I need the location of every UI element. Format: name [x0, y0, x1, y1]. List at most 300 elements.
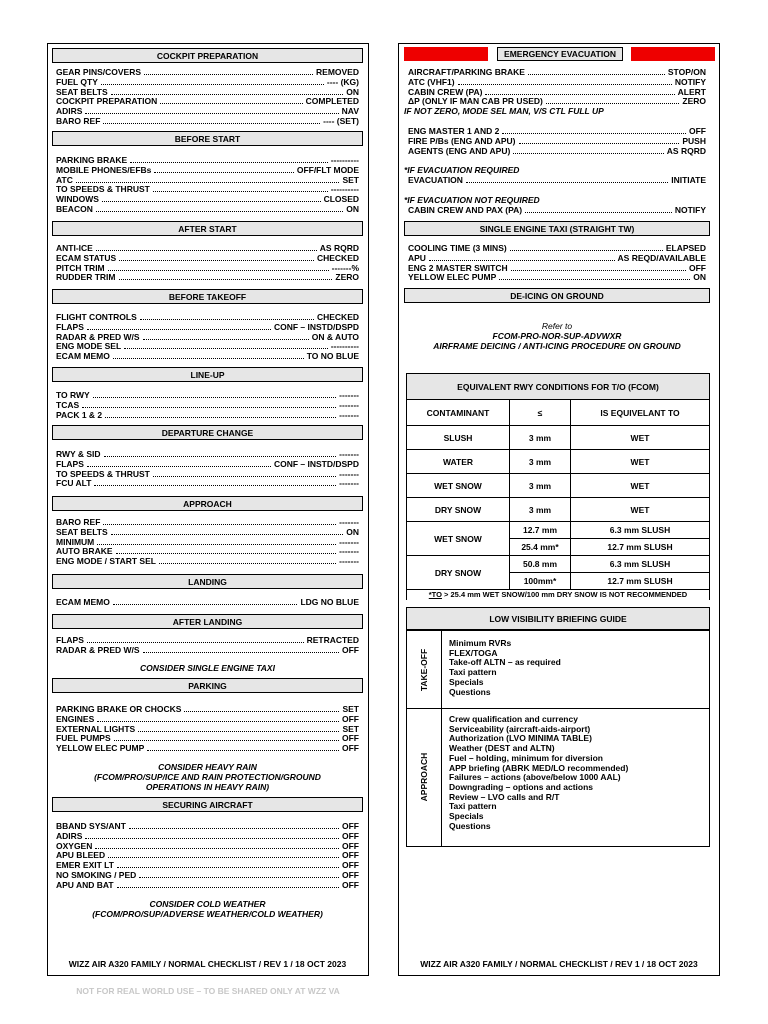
- red-bar-right: [631, 47, 715, 61]
- approach-item-label: ENG MODE / START SEL: [56, 556, 156, 567]
- dot-leader: [117, 867, 339, 868]
- rwy-table-title: EQUIVALENT RWY CONDITIONS FOR T/O (FCOM): [407, 374, 710, 400]
- lvp-header: LOW VISIBILITY BRIEFING GUIDE: [406, 607, 710, 630]
- approach-label: APPROACH: [419, 752, 429, 802]
- deicing-header: DE-ICING ON GROUND: [404, 288, 710, 303]
- departure-change-item-label: RWY & SID: [56, 449, 101, 459]
- heavy-rain-note: (FCOM/PRO/SUP/ICE AND RAIN PROTECTION/GROUND: [94, 772, 321, 782]
- deicing-ref-procedure: AIRFRAME DEICING / ANTI-ICING PROCEDURE ON GROUND: [433, 341, 681, 351]
- approach-row: [56, 517, 359, 527]
- dot-leader: [97, 544, 336, 545]
- securing-item-value: OFF: [342, 860, 359, 871]
- departure-change-row: [56, 469, 359, 479]
- approach-side: [407, 708, 442, 846]
- dot-leader: [429, 260, 615, 261]
- rwy-table-header-row: [407, 400, 710, 426]
- lvp-separator: [407, 708, 709, 709]
- cabin-crew-notify-item-label: CABIN CREW AND PAX (PA): [408, 205, 523, 215]
- rwy-equivalent: 6.3 mm SLUSH: [571, 522, 710, 539]
- cockpit-prep-item-label: COCKPIT PREPARATION: [56, 96, 158, 107]
- rwy-footnote-row: [407, 590, 710, 600]
- dot-leader: [147, 750, 339, 751]
- dot-leader: [101, 84, 324, 85]
- dot-leader: [129, 828, 339, 829]
- cockpit-prep-item-label: FUEL QTY: [56, 76, 98, 87]
- before-takeoff-row: [56, 351, 359, 361]
- approach-item-label: MINIMUM: [56, 536, 95, 547]
- after-start-row: [56, 272, 359, 282]
- approach-row: [56, 527, 359, 537]
- dot-leader: [95, 848, 339, 849]
- dot-leader: [105, 417, 336, 418]
- cockpit-prep-item-value: ---- (SET): [323, 116, 359, 126]
- securing-row: [56, 850, 359, 860]
- parking-row: [56, 724, 359, 734]
- takeoff-item: Take-off ALTN – as required: [449, 657, 561, 668]
- parking-item-label: FUEL PUMPS: [56, 733, 111, 744]
- line-up-item-label: TCAS: [56, 399, 80, 410]
- rwy-depth: 12.7 mm: [510, 522, 571, 539]
- departure-change-row: [56, 478, 359, 488]
- rwy-table-row: [407, 522, 710, 539]
- single-engine-taxi-row: [408, 263, 706, 273]
- rwy-table-row: [407, 426, 710, 450]
- after-landing-item-label: FLAPS: [56, 635, 84, 645]
- rwy-depth: 25.4 mm*: [510, 539, 571, 556]
- approach-item-label: BARO REF: [56, 517, 101, 527]
- departure-change-item-label: FCU ALT: [56, 478, 92, 489]
- after-start-item-value: CHECKED: [316, 252, 359, 263]
- emergency-item-value: ZERO: [682, 96, 706, 107]
- cockpit-prep-item-label: SEAT BELTS: [56, 86, 108, 97]
- cockpit-prep-item-value: ON: [346, 86, 359, 97]
- cold-weather-note: (FCOM/PRO/SUP/ADVERSE WEATHER/COLD WEATHER): [92, 909, 323, 919]
- evac-required-note: *IF EVACUATION REQUIRED: [404, 165, 520, 175]
- dot-leader: [111, 534, 344, 535]
- takeoff-label: TAKE-OFF: [419, 648, 429, 691]
- emergency-eng-item-value: AS RQRD: [666, 145, 706, 156]
- before-takeoff-header: BEFORE TAKEOFF: [52, 289, 363, 304]
- dot-leader: [510, 250, 663, 251]
- emergency-item-label: AIRCRAFT/PARKING BRAKE: [408, 67, 525, 77]
- dot-leader: [93, 397, 336, 398]
- rwy-table-row: [407, 556, 710, 573]
- cockpit-prep-row: [56, 116, 359, 126]
- line-up-item-label: PACK 1 & 2: [56, 409, 103, 420]
- evacuation-item-value: INITIATE: [671, 175, 706, 185]
- emergency-evacuation-header: EMERGENCY EVACUATION: [497, 47, 623, 61]
- emergency-eng-item-label: ENG MASTER 1 AND 2: [408, 126, 500, 136]
- approach-item: Fuel – holding, minimum for diversion: [449, 752, 603, 763]
- rwy-header-contaminant: CONTAMINANT: [407, 400, 510, 426]
- dot-leader: [94, 485, 336, 486]
- line-up-row: [56, 400, 359, 410]
- rwy-equivalent: WET: [571, 474, 710, 498]
- dot-leader: [499, 279, 690, 280]
- emergency-item-label: ATC (VHF1): [408, 76, 455, 87]
- approach-item: Serviceability (aircraft-aids-airport): [449, 723, 591, 734]
- before-takeoff-row: [56, 341, 359, 351]
- cold-weather-note: CONSIDER COLD WEATHER: [149, 899, 266, 909]
- parking-item-label: PARKING BRAKE OR CHOCKS: [56, 704, 182, 714]
- deicing-refer: Refer to: [541, 321, 573, 331]
- securing-row: [56, 841, 359, 851]
- evac-not-required-note: *IF EVACUATION NOT REQUIRED: [404, 195, 540, 205]
- securing-item-label: OXYGEN: [56, 840, 93, 851]
- approach-item-value: ON: [346, 526, 359, 537]
- departure-change-item-label: TO SPEEDS & THRUST: [56, 468, 150, 479]
- dot-leader: [485, 94, 674, 95]
- securing-row: [56, 860, 359, 870]
- rwy-conditions-table: [406, 373, 710, 600]
- parking-item-value: OFF: [342, 743, 359, 754]
- before-start-item-value: SET: [342, 174, 359, 185]
- landing-item-value: LDG NO BLUE: [300, 597, 359, 607]
- rwy-equivalent: 12.7 mm SLUSH: [571, 539, 710, 556]
- departure-change-item-label: FLAPS: [56, 458, 84, 469]
- dot-leader: [143, 652, 339, 653]
- departure-change-item-value: -------: [339, 478, 359, 489]
- after-start-item-value: AS RQRD: [319, 243, 359, 253]
- after-start-item-label: RUDDER TRIM: [56, 272, 116, 283]
- dot-leader: [103, 524, 336, 525]
- single-engine-taxi-item-value: AS REQD/AVAILABLE: [617, 252, 706, 263]
- cockpit-prep-item-value: ---- (KG): [326, 76, 359, 87]
- rwy-table-body: [407, 374, 710, 600]
- after-start-item-value: -------%: [331, 262, 359, 273]
- cockpit-prep-row: [56, 106, 359, 116]
- before-start-row: [56, 165, 359, 175]
- before-takeoff-item-label: FLAPS: [56, 321, 84, 332]
- dot-leader: [130, 162, 328, 163]
- securing-item-label: EMER EXIT LT: [56, 860, 114, 871]
- after-start-item-value: ZERO: [335, 272, 359, 283]
- approach-item: Specials: [449, 811, 484, 822]
- approach-item-value: -------: [339, 536, 359, 547]
- rwy-depth: 50.8 mm: [510, 556, 571, 573]
- emergency-row: [408, 96, 706, 106]
- parking-row: [56, 733, 359, 743]
- rwy-table-row: [407, 474, 710, 498]
- parking-row: [56, 743, 359, 753]
- rwy-equivalent: WET: [571, 498, 710, 522]
- approach-header: APPROACH: [52, 496, 363, 511]
- approach-item: Review – LVO calls and R/T: [449, 791, 560, 802]
- emergency-item-value: NOTIFY: [674, 76, 706, 87]
- departure-change-item-value: CONF – INSTD/DSPD: [273, 458, 359, 469]
- approach-item-value: -------: [339, 517, 359, 527]
- dot-leader: [87, 329, 271, 330]
- parking-item-value: OFF: [342, 733, 359, 744]
- cockpit-prep-row: [56, 87, 359, 97]
- rwy-table-row: [407, 498, 710, 522]
- parking-item-label: YELLOW ELEC PUMP: [56, 743, 145, 754]
- cockpit-prep-item-value: NAV: [341, 106, 359, 117]
- rwy-equivalent: WET: [571, 426, 710, 450]
- parking-header: PARKING: [52, 678, 363, 693]
- single-engine-taxi-row: [408, 243, 706, 253]
- before-start-item-label: ATC: [56, 174, 73, 185]
- securing-aircraft-header: SECURING AIRCRAFT: [52, 797, 363, 812]
- dot-leader: [76, 182, 340, 183]
- emergency-item-value: STOP/ON: [667, 67, 706, 77]
- after-start-row: [56, 263, 359, 273]
- securing-row: [56, 880, 359, 890]
- heavy-rain-note: OPERATIONS IN HEAVY RAIN): [145, 782, 270, 792]
- dot-leader: [184, 711, 339, 712]
- rwy-table-title-row: [407, 374, 710, 400]
- before-takeoff-item-value: CONF – INSTD/DSPD: [273, 321, 359, 332]
- approach-item: Weather (DEST and ALTN): [449, 743, 555, 754]
- line-up-row: [56, 410, 359, 420]
- approach-item: Questions: [449, 820, 491, 831]
- dot-leader: [546, 103, 679, 104]
- securing-item-label: NO SMOKING / PED: [56, 870, 137, 880]
- departure-change-header: DEPARTURE CHANGE: [52, 425, 363, 440]
- before-start-row: [56, 155, 359, 165]
- after-start-item-label: ECAM STATUS: [56, 252, 117, 263]
- emergency-eng-item-label: FIRE P/Bs (ENG AND APU): [408, 135, 516, 146]
- rwy-depth: 3 mm: [510, 474, 571, 498]
- cockpit-preparation-header: COCKPIT PREPARATION: [52, 48, 363, 63]
- cockpit-prep-item-value: REMOVED: [316, 67, 359, 77]
- deicing-ref-fcom: FCOM-PRO-NOR-SUP-ADVWXR: [492, 331, 622, 341]
- single-engine-taxi-row: [408, 272, 706, 282]
- rwy-depth: 3 mm: [510, 498, 571, 522]
- before-start-header: BEFORE START: [52, 131, 363, 146]
- before-start-item-label: TO SPEEDS & THRUST: [56, 184, 150, 195]
- emergency-row: [408, 87, 706, 97]
- approach-row: [56, 546, 359, 556]
- single-engine-taxi-item-label: YELLOW ELEC PUMP: [408, 272, 497, 283]
- securing-item-value: OFF: [342, 870, 359, 880]
- dot-leader: [103, 123, 320, 124]
- parking-item-value: OFF: [342, 713, 359, 724]
- dot-leader: [96, 250, 317, 251]
- before-start-row: [56, 175, 359, 185]
- before-start-row: [56, 194, 359, 204]
- before-takeoff-item-label: ENG MODE SEL: [56, 341, 122, 352]
- before-takeoff-row: [56, 312, 359, 322]
- dot-leader: [144, 74, 313, 75]
- departure-change-row: [56, 449, 359, 459]
- dot-leader: [102, 201, 321, 202]
- approach-item-label: SEAT BELTS: [56, 526, 108, 537]
- rwy-equivalent: 12.7 mm SLUSH: [571, 573, 710, 590]
- evacuation-item-label: EVACUATION: [408, 175, 463, 185]
- before-takeoff-item-label: RADAR & PRED W/S: [56, 331, 140, 342]
- after-start-item-label: PITCH TRIM: [56, 262, 105, 273]
- after-landing-item-value: RETRACTED: [306, 635, 359, 645]
- left-footer: WIZZ AIR A320 FAMILY / NORMAL CHECKLIST / REV 1 / 18 OCT 2023: [68, 959, 347, 969]
- landing-item-label: ECAM MEMO: [56, 597, 110, 607]
- rwy-equivalent: 6.3 mm SLUSH: [571, 556, 710, 573]
- dot-leader: [111, 94, 344, 95]
- departure-change-row: [56, 459, 359, 469]
- dot-leader: [153, 191, 328, 192]
- before-start-item-value: OFF/FLT MODE: [296, 164, 359, 175]
- rwy-equivalent: WET: [571, 450, 710, 474]
- dot-leader: [87, 642, 304, 643]
- after-landing-item-label: RADAR & PRED W/S: [56, 644, 140, 655]
- rwy-depth: 3 mm: [510, 426, 571, 450]
- dot-leader: [82, 407, 336, 408]
- single-engine-taxi-item-label: ENG 2 MASTER SWITCH: [408, 262, 508, 273]
- before-start-item-label: MOBILE PHONES/EFBs: [56, 164, 152, 175]
- after-start-item-label: ANTI-ICE: [56, 243, 93, 253]
- landing-header: LANDING: [52, 574, 363, 589]
- emergency-eng-row: [408, 126, 706, 136]
- single-engine-taxi-item-value: OFF: [689, 262, 706, 273]
- before-takeoff-item-value: ON & AUTO: [311, 331, 359, 342]
- cockpit-prep-row: [56, 77, 359, 87]
- securing-row: [56, 821, 359, 831]
- takeoff-items: [449, 639, 561, 697]
- securing-item-label: ADIRS: [56, 830, 83, 841]
- dot-leader: [96, 211, 343, 212]
- line-up-row: [56, 390, 359, 400]
- parking-item-label: ENGINES: [56, 713, 95, 724]
- emergency-item-label: CABIN CREW (PA): [408, 86, 483, 97]
- cockpit-prep-item-label: ADIRS: [56, 106, 83, 117]
- right-footer: WIZZ AIR A320 FAMILY / NORMAL CHECKLIST / REV 1 / 18 OCT 2023: [420, 959, 698, 969]
- before-start-item-value: ON: [346, 204, 359, 214]
- dot-leader: [108, 270, 329, 271]
- dot-leader: [85, 838, 339, 839]
- rwy-depth: 100mm*: [510, 573, 571, 590]
- before-start-item-value: ----------: [330, 155, 359, 165]
- emergency-eng-item-label: AGENTS (ENG AND APU): [408, 145, 511, 156]
- cockpit-prep-item-label: GEAR PINS/COVERS: [56, 67, 142, 77]
- dot-leader: [138, 731, 339, 732]
- rwy-contaminant: DRY SNOW: [407, 556, 510, 590]
- approach-row: [56, 537, 359, 547]
- emergency-item-value: ALERT: [677, 86, 706, 97]
- rwy-table-row: [407, 450, 710, 474]
- approach-item: Failures – actions (above/below 1000 AAL): [449, 772, 621, 783]
- securing-item-label: APU BLEED: [56, 850, 106, 861]
- emergency-eng-row: [408, 146, 706, 156]
- after-start-row: [56, 253, 359, 263]
- dot-leader: [124, 348, 328, 349]
- single-engine-taxi-item-label: APU: [408, 252, 426, 263]
- dot-leader: [119, 279, 333, 280]
- dot-leader: [519, 143, 680, 144]
- takeoff-side: [407, 631, 442, 708]
- takeoff-item: Questions: [449, 686, 491, 697]
- rwy-contaminant: WATER: [407, 450, 510, 474]
- securing-row: [56, 831, 359, 841]
- dot-leader: [114, 740, 339, 741]
- approach-item-value: -------: [339, 556, 359, 567]
- before-start-item-label: BEACON: [56, 204, 93, 214]
- approach-item-label: AUTO BRAKE: [56, 546, 113, 557]
- before-start-item-value: CLOSED: [323, 194, 359, 205]
- single-engine-taxi-item-value: ON: [693, 272, 706, 283]
- approach-item: Taxi pattern: [449, 801, 497, 812]
- rwy-header-le: ≤: [510, 400, 571, 426]
- cockpit-prep-item-label: BARO REF: [56, 116, 101, 126]
- approach-item: APP briefing (ABRK MED/LO recommended): [449, 762, 629, 773]
- rwy-contaminant: WET SNOW: [407, 522, 510, 556]
- after-landing-item-value: OFF: [342, 644, 359, 655]
- parking-item-value: SET: [342, 704, 359, 714]
- securing-row: [56, 870, 359, 880]
- dot-leader: [513, 153, 663, 154]
- emergency-eng-item-value: OFF: [689, 126, 706, 136]
- dot-leader: [154, 172, 293, 173]
- line-up-item-label: TO RWY: [56, 390, 90, 400]
- approach-item: Authorization (LVO MINIMA TABLE): [449, 733, 592, 744]
- dot-leader: [143, 339, 309, 340]
- takeoff-item: Taxi pattern: [449, 667, 497, 678]
- parking-row: [56, 714, 359, 724]
- line-up-header: LINE-UP: [52, 367, 363, 382]
- securing-item-value: OFF: [342, 821, 359, 831]
- evacuation-row: [408, 175, 706, 185]
- parking-item-value: SET: [342, 723, 359, 734]
- approach-item: Crew qualification and currency: [449, 714, 578, 724]
- before-takeoff-item-value: TO NO BLUE: [306, 351, 359, 362]
- line-up-item-value: -------: [339, 390, 359, 400]
- before-takeoff-row: [56, 332, 359, 342]
- single-engine-taxi-item-value: ELAPSED: [665, 243, 706, 253]
- before-takeoff-item-value: ----------: [330, 341, 359, 352]
- before-start-row: [56, 184, 359, 194]
- dot-leader: [85, 113, 338, 114]
- dot-leader: [139, 877, 339, 878]
- approach-row: [56, 556, 359, 566]
- after-start-header: AFTER START: [52, 221, 363, 236]
- before-start-item-label: WINDOWS: [56, 194, 99, 205]
- line-up-item-value: -------: [339, 409, 359, 420]
- securing-item-value: OFF: [342, 840, 359, 851]
- red-bar-left: [404, 47, 488, 61]
- cockpit-prep-row: [56, 67, 359, 77]
- dot-leader: [117, 887, 339, 888]
- emergency-row: [408, 67, 706, 77]
- lvp-box: [406, 630, 710, 847]
- securing-item-value: OFF: [342, 850, 359, 861]
- rwy-header-equivalent: IS EQUIVELANT TO: [571, 400, 710, 426]
- after-landing-row: [56, 645, 359, 655]
- before-start-row: [56, 204, 359, 214]
- after-start-row: [56, 243, 359, 253]
- dot-leader: [458, 84, 672, 85]
- dot-leader: [113, 358, 304, 359]
- dot-leader: [104, 456, 337, 457]
- landing-row: [56, 597, 359, 607]
- single-engine-taxi-header: SINGLE ENGINE TAXI (STRAIGHT TW): [404, 221, 710, 236]
- approach-item-value: -------: [339, 546, 359, 557]
- securing-item-label: BBAND SYS/ANT: [56, 821, 126, 831]
- dot-leader: [160, 103, 302, 104]
- before-start-item-value: ----------: [330, 184, 359, 195]
- approach-item: Downgrading – options and actions: [449, 781, 594, 792]
- dot-leader: [140, 319, 314, 320]
- parking-row: [56, 704, 359, 714]
- single-engine-taxi-row: [408, 253, 706, 263]
- rwy-contaminant: SLUSH: [407, 426, 510, 450]
- rwy-contaminant: DRY SNOW: [407, 498, 510, 522]
- takeoff-item: FLEX/TOGA: [449, 647, 498, 658]
- dot-leader: [528, 74, 665, 75]
- dot-leader: [502, 133, 686, 134]
- before-takeoff-item-value: CHECKED: [316, 312, 359, 322]
- dot-leader: [153, 476, 336, 477]
- dot-leader: [525, 212, 672, 213]
- dot-leader: [466, 182, 668, 183]
